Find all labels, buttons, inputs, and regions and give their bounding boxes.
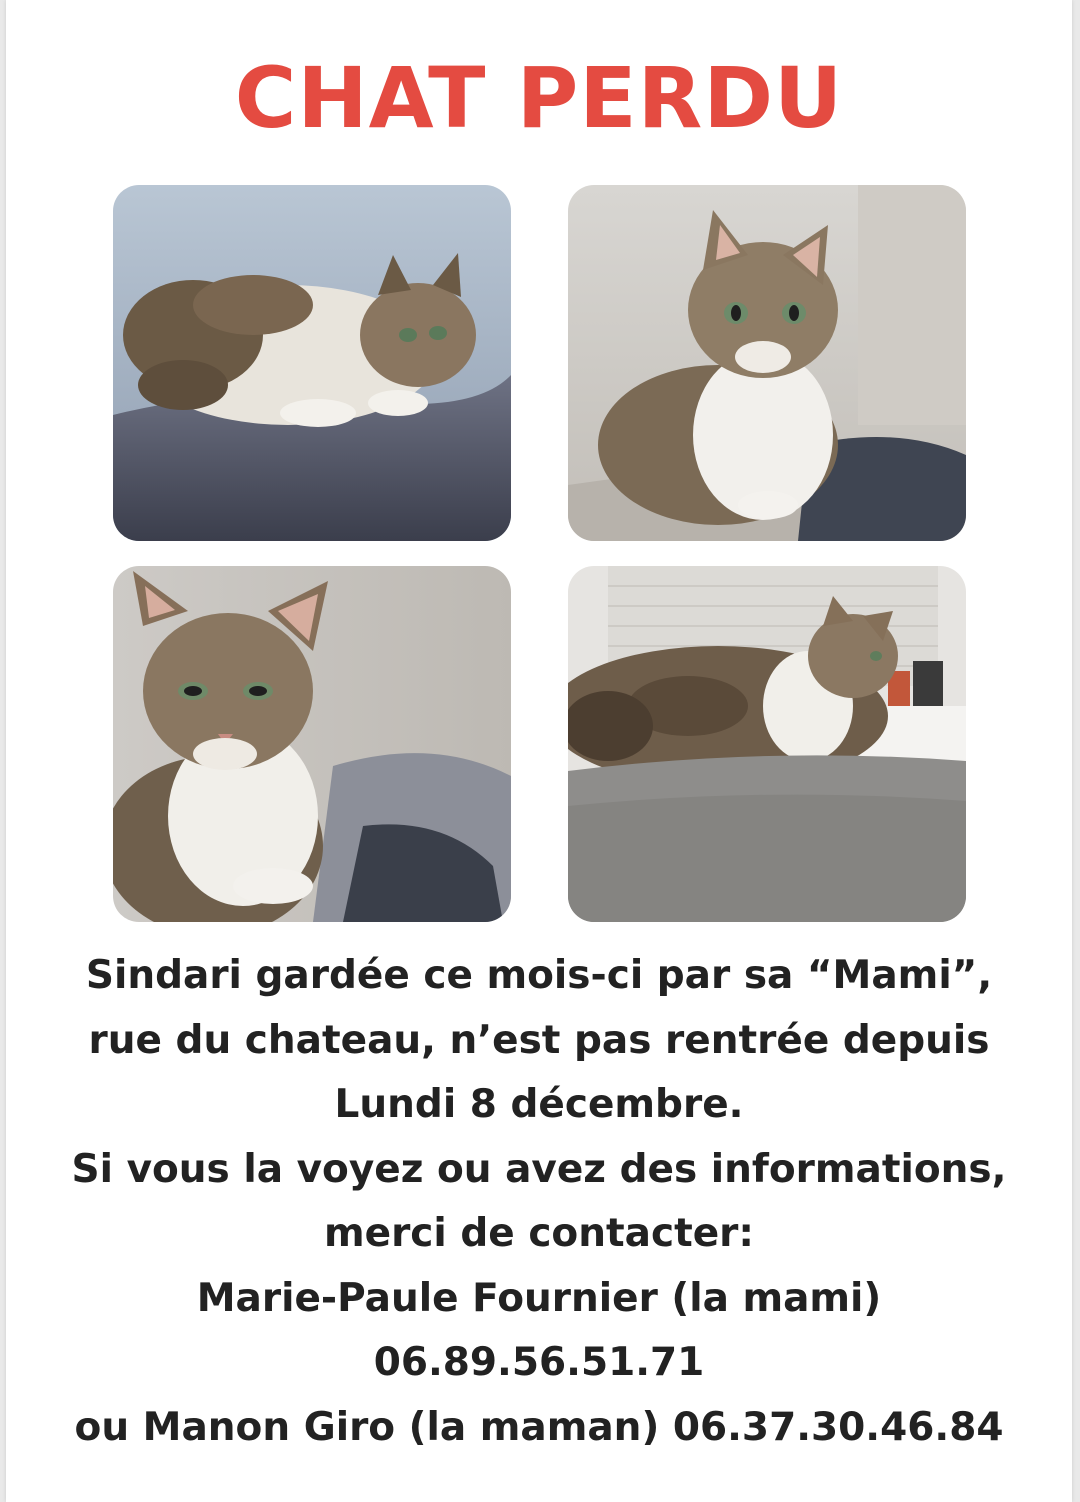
contact-name-primary: Marie-Paule Fournier (la mami)	[196, 1275, 882, 1321]
cat-photo-lying	[113, 185, 511, 541]
message-line: Si vous la voyez ou avez des informations,	[71, 1146, 1007, 1192]
poster-message	[6, 944, 1072, 1460]
cat-photo-profile	[568, 566, 966, 922]
message-line: Sindari gardée ce mois-ci par sa “Mami”,	[85, 953, 993, 998]
contact-secondary: ou Manon Giro (la maman) 06.37.30.46.84	[74, 1404, 1004, 1450]
cat-photo-closeup	[113, 566, 511, 922]
message-line: Lundi 8 décembre.	[334, 1082, 744, 1127]
message-line: rue du chateau, n’est pas rentrée depuis	[88, 1017, 990, 1063]
poster-title: CHAT PERDU	[234, 49, 844, 147]
message-line: merci de contacter:	[323, 1211, 754, 1256]
poster-sheet	[6, 0, 1072, 1502]
cat-photo-sitting	[568, 185, 966, 541]
contact-phone-primary: 06.89.56.51.71	[373, 1340, 705, 1385]
